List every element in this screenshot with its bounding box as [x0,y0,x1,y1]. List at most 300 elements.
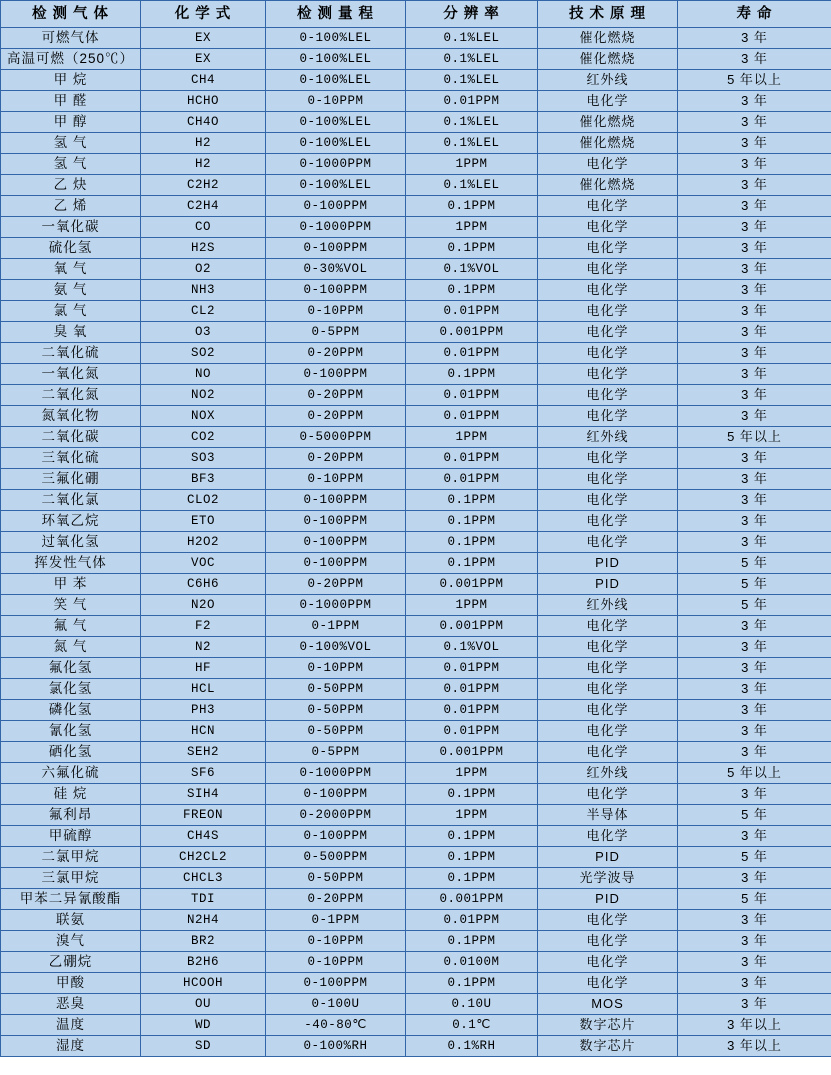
cell-range: 0-5PPM [266,322,406,343]
cell-gas: 三氟化硼 [1,469,141,490]
column-header-principle: 技 术 原 理 [538,1,678,28]
cell-resolution: 0.1%LEL [406,175,538,196]
table-row [1,868,831,889]
cell-formula: PH3 [141,700,266,721]
cell-resolution: 0.001PPM [406,574,538,595]
cell-gas: 氮氧化物 [1,406,141,427]
cell-lifetime: 3 年 [678,112,831,133]
cell-gas: 过氧化氢 [1,532,141,553]
cell-gas: 一氧化氮 [1,364,141,385]
cell-resolution: 1PPM [406,763,538,784]
cell-formula: EX [141,49,266,70]
cell-principle: 红外线 [538,595,678,616]
cell-formula: SIH4 [141,784,266,805]
cell-range: 0-20PPM [266,889,406,910]
cell-lifetime: 3 年 [678,910,831,931]
cell-resolution: 0.1%VOL [406,637,538,658]
cell-range: 0-100PPM [266,364,406,385]
cell-range: 0-10PPM [266,931,406,952]
cell-formula: CLO2 [141,490,266,511]
cell-resolution: 0.01PPM [406,91,538,112]
cell-formula: H2O2 [141,532,266,553]
cell-formula: VOC [141,553,266,574]
cell-formula: H2 [141,133,266,154]
cell-principle: 电化学 [538,448,678,469]
cell-formula: HCL [141,679,266,700]
cell-resolution: 0.1%LEL [406,133,538,154]
cell-gas: 二氧化碳 [1,427,141,448]
cell-lifetime: 5 年以上 [678,763,831,784]
cell-lifetime: 3 年 [678,196,831,217]
cell-lifetime: 3 年以上 [678,1036,831,1057]
cell-gas: 二氧化硫 [1,343,141,364]
cell-resolution: 0.01PPM [406,700,538,721]
cell-range: 0-10PPM [266,658,406,679]
cell-principle: 电化学 [538,154,678,175]
table-row [1,385,831,406]
cell-lifetime: 3 年 [678,385,831,406]
cell-formula: NOX [141,406,266,427]
cell-formula: BF3 [141,469,266,490]
cell-gas: 挥发性气体 [1,553,141,574]
cell-formula: SO3 [141,448,266,469]
cell-formula: WD [141,1015,266,1036]
cell-resolution: 0.1PPM [406,784,538,805]
cell-gas: 二氧化氯 [1,490,141,511]
table-row [1,595,831,616]
cell-principle: 红外线 [538,70,678,91]
cell-lifetime: 3 年 [678,280,831,301]
cell-formula: CL2 [141,301,266,322]
cell-range: 0-100PPM [266,280,406,301]
table-row [1,196,831,217]
cell-range: 0-100PPM [266,553,406,574]
cell-lifetime: 3 年 [678,322,831,343]
cell-formula: N2 [141,637,266,658]
cell-lifetime: 3 年 [678,91,831,112]
cell-lifetime: 5 年以上 [678,70,831,91]
table-row [1,112,831,133]
cell-gas: 乙 炔 [1,175,141,196]
cell-principle: 电化学 [538,217,678,238]
cell-principle: 电化学 [538,364,678,385]
cell-lifetime: 5 年 [678,553,831,574]
cell-lifetime: 3 年 [678,49,831,70]
cell-gas: 一氧化碳 [1,217,141,238]
table-row [1,553,831,574]
cell-gas: 二氧化氮 [1,385,141,406]
cell-range: 0-100%LEL [266,49,406,70]
cell-resolution: 0.001PPM [406,742,538,763]
cell-principle: 数字芯片 [538,1015,678,1036]
cell-range: 0-100PPM [266,238,406,259]
cell-range: 0-5000PPM [266,427,406,448]
cell-gas: 三氧化硫 [1,448,141,469]
cell-formula: NO2 [141,385,266,406]
cell-formula: HCOOH [141,973,266,994]
cell-range: 0-20PPM [266,343,406,364]
column-header-formula: 化 学 式 [141,1,266,28]
cell-principle: 电化学 [538,511,678,532]
cell-range: 0-1000PPM [266,763,406,784]
cell-gas: 甲 苯 [1,574,141,595]
cell-lifetime: 3 年 [678,301,831,322]
cell-resolution: 0.001PPM [406,616,538,637]
cell-lifetime: 3 年 [678,742,831,763]
cell-resolution: 0.01PPM [406,679,538,700]
cell-principle: 电化学 [538,343,678,364]
cell-lifetime: 5 年 [678,595,831,616]
table-row [1,973,831,994]
cell-resolution: 0.1PPM [406,532,538,553]
cell-gas: 氯 气 [1,301,141,322]
column-header-gas: 检 测 气 体 [1,1,141,28]
cell-resolution: 0.1%LEL [406,70,538,91]
cell-resolution: 0.1PPM [406,511,538,532]
table-row [1,679,831,700]
table-row [1,322,831,343]
table-row [1,175,831,196]
table-row [1,364,831,385]
cell-lifetime: 3 年 [678,868,831,889]
cell-gas: 氢 气 [1,154,141,175]
cell-principle: 电化学 [538,490,678,511]
table-row [1,1015,831,1036]
cell-lifetime: 3 年 [678,238,831,259]
cell-resolution: 0.1PPM [406,364,538,385]
cell-principle: 电化学 [538,826,678,847]
cell-lifetime: 3 年 [678,679,831,700]
cell-lifetime: 3 年 [678,784,831,805]
table-row [1,721,831,742]
cell-range: 0-100PPM [266,196,406,217]
cell-lifetime: 3 年 [678,973,831,994]
cell-formula: H2 [141,154,266,175]
cell-resolution: 0.1PPM [406,553,538,574]
cell-lifetime: 3 年 [678,133,831,154]
cell-formula: CH4O [141,112,266,133]
cell-principle: 半导体 [538,805,678,826]
cell-gas: 氮 气 [1,637,141,658]
cell-range: 0-1000PPM [266,154,406,175]
cell-range: 0-50PPM [266,679,406,700]
cell-resolution: 0.01PPM [406,469,538,490]
cell-principle: 电化学 [538,385,678,406]
column-header-lifetime: 寿 命 [678,1,831,28]
cell-range: 0-30%VOL [266,259,406,280]
cell-lifetime: 3 年 [678,637,831,658]
cell-formula: F2 [141,616,266,637]
cell-resolution: 0.01PPM [406,385,538,406]
cell-gas: 甲酸 [1,973,141,994]
cell-gas: 溴气 [1,931,141,952]
cell-resolution: 0.1PPM [406,847,538,868]
cell-formula: B2H6 [141,952,266,973]
cell-range: 0-2000PPM [266,805,406,826]
table-row [1,469,831,490]
cell-formula: HCN [141,721,266,742]
cell-formula: N2H4 [141,910,266,931]
cell-formula: ETO [141,511,266,532]
cell-lifetime: 3 年 [678,217,831,238]
cell-range: 0-100U [266,994,406,1015]
cell-range: 0-100%LEL [266,28,406,49]
cell-formula: SEH2 [141,742,266,763]
cell-gas: 恶臭 [1,994,141,1015]
cell-lifetime: 3 年 [678,994,831,1015]
table-row [1,763,831,784]
cell-range: 0-1000PPM [266,217,406,238]
cell-gas: 笑 气 [1,595,141,616]
cell-range: 0-20PPM [266,385,406,406]
table-row [1,847,831,868]
cell-formula: SF6 [141,763,266,784]
table-row [1,1036,831,1057]
cell-formula: EX [141,28,266,49]
cell-resolution: 0.01PPM [406,406,538,427]
cell-formula: CH4 [141,70,266,91]
cell-gas: 环氧乙烷 [1,511,141,532]
table-row [1,952,831,973]
cell-resolution: 0.01PPM [406,301,538,322]
table-row [1,658,831,679]
cell-resolution: 0.1%LEL [406,49,538,70]
cell-principle: 电化学 [538,910,678,931]
cell-range: 0-1PPM [266,910,406,931]
cell-principle: 催化燃烧 [538,112,678,133]
cell-principle: 电化学 [538,616,678,637]
table-row [1,574,831,595]
table-row [1,28,831,49]
cell-lifetime: 3 年 [678,364,831,385]
cell-gas: 湿度 [1,1036,141,1057]
cell-resolution: 1PPM [406,154,538,175]
cell-principle: 电化学 [538,700,678,721]
cell-gas: 氟利昂 [1,805,141,826]
cell-range: 0-100%LEL [266,133,406,154]
cell-principle: 电化学 [538,322,678,343]
cell-lifetime: 3 年以上 [678,1015,831,1036]
cell-principle: 电化学 [538,532,678,553]
cell-gas: 乙 烯 [1,196,141,217]
cell-lifetime: 3 年 [678,448,831,469]
cell-resolution: 1PPM [406,217,538,238]
column-header-range: 检 测 量 程 [266,1,406,28]
cell-range: 0-20PPM [266,406,406,427]
cell-range: 0-10PPM [266,952,406,973]
cell-resolution: 1PPM [406,805,538,826]
table-row [1,217,831,238]
cell-lifetime: 3 年 [678,700,831,721]
table-row [1,133,831,154]
cell-gas: 甲苯二异氰酸酯 [1,889,141,910]
cell-resolution: 0.1PPM [406,826,538,847]
cell-principle: 催化燃烧 [538,49,678,70]
cell-principle: 催化燃烧 [538,28,678,49]
table-row [1,259,831,280]
cell-gas: 硒化氢 [1,742,141,763]
table-row [1,406,831,427]
cell-principle: 电化学 [538,658,678,679]
cell-range: 0-100%LEL [266,70,406,91]
cell-gas: 臭 氧 [1,322,141,343]
cell-lifetime: 5 年 [678,847,831,868]
cell-gas: 甲 醇 [1,112,141,133]
cell-range: 0-10PPM [266,301,406,322]
table-row [1,91,831,112]
cell-principle: 催化燃烧 [538,175,678,196]
cell-lifetime: 3 年 [678,406,831,427]
cell-range: 0-500PPM [266,847,406,868]
cell-gas: 硫化氢 [1,238,141,259]
cell-range: 0-100PPM [266,490,406,511]
cell-principle: 电化学 [538,952,678,973]
cell-formula: O3 [141,322,266,343]
cell-lifetime: 3 年 [678,175,831,196]
cell-principle: 光学波导 [538,868,678,889]
cell-principle: 电化学 [538,742,678,763]
cell-formula: CHCL3 [141,868,266,889]
cell-lifetime: 3 年 [678,259,831,280]
cell-gas: 甲 烷 [1,70,141,91]
cell-resolution: 0.1PPM [406,280,538,301]
cell-range: 0-20PPM [266,448,406,469]
cell-resolution: 1PPM [406,595,538,616]
cell-lifetime: 3 年 [678,469,831,490]
table-row [1,616,831,637]
cell-lifetime: 5 年以上 [678,427,831,448]
table-row [1,154,831,175]
cell-range: 0-10PPM [266,91,406,112]
cell-range: 0-10PPM [266,469,406,490]
cell-formula: CH4S [141,826,266,847]
cell-principle: 电化学 [538,259,678,280]
cell-formula: CH2CL2 [141,847,266,868]
cell-resolution: 0.001PPM [406,322,538,343]
cell-gas: 氯化氢 [1,679,141,700]
cell-lifetime: 3 年 [678,532,831,553]
cell-principle: 数字芯片 [538,1036,678,1057]
cell-lifetime: 5 年 [678,889,831,910]
cell-resolution: 0.01PPM [406,448,538,469]
cell-lifetime: 3 年 [678,952,831,973]
table-row [1,826,831,847]
cell-principle: 电化学 [538,679,678,700]
table-header-row [1,1,831,28]
cell-gas: 氨 气 [1,280,141,301]
cell-principle: 电化学 [538,637,678,658]
table-row [1,637,831,658]
cell-principle: 电化学 [538,91,678,112]
table-row [1,910,831,931]
cell-gas: 甲硫醇 [1,826,141,847]
cell-range: 0-100PPM [266,826,406,847]
cell-formula: H2S [141,238,266,259]
cell-principle: 电化学 [538,280,678,301]
table-row [1,742,831,763]
cell-principle: 电化学 [538,301,678,322]
cell-lifetime: 3 年 [678,616,831,637]
cell-principle: MOS [538,994,678,1015]
cell-principle: PID [538,553,678,574]
cell-resolution: 0.1PPM [406,238,538,259]
cell-formula: SO2 [141,343,266,364]
cell-resolution: 0.1PPM [406,490,538,511]
cell-resolution: 0.10U [406,994,538,1015]
cell-resolution: 0.01PPM [406,721,538,742]
cell-principle: 红外线 [538,763,678,784]
cell-lifetime: 5 年 [678,805,831,826]
cell-formula: HF [141,658,266,679]
cell-lifetime: 3 年 [678,721,831,742]
cell-resolution: 0.01PPM [406,910,538,931]
cell-resolution: 0.1%RH [406,1036,538,1057]
cell-range: 0-100%LEL [266,175,406,196]
cell-resolution: 0.001PPM [406,889,538,910]
table-row [1,280,831,301]
table-row [1,805,831,826]
table-row [1,343,831,364]
cell-formula: C6H6 [141,574,266,595]
cell-principle: 电化学 [538,784,678,805]
cell-principle: 电化学 [538,196,678,217]
cell-resolution: 0.1%LEL [406,28,538,49]
cell-lifetime: 3 年 [678,154,831,175]
table-body [1,28,831,1057]
cell-range: 0-100PPM [266,973,406,994]
cell-gas: 磷化氢 [1,700,141,721]
cell-resolution: 0.1PPM [406,931,538,952]
cell-gas: 甲 醛 [1,91,141,112]
cell-resolution: 0.1%LEL [406,112,538,133]
cell-resolution: 1PPM [406,427,538,448]
table-row [1,238,831,259]
cell-principle: 红外线 [538,427,678,448]
cell-gas: 氟 气 [1,616,141,637]
cell-formula: OU [141,994,266,1015]
cell-gas: 氟化氢 [1,658,141,679]
cell-principle: PID [538,889,678,910]
cell-formula: O2 [141,259,266,280]
table-row [1,994,831,1015]
cell-formula: FREON [141,805,266,826]
column-header-resolution: 分 辨 率 [406,1,538,28]
table-row [1,301,831,322]
cell-principle: 电化学 [538,469,678,490]
table-row [1,511,831,532]
cell-lifetime: 3 年 [678,826,831,847]
table-row [1,70,831,91]
cell-gas: 氰化氢 [1,721,141,742]
cell-resolution: 0.1%VOL [406,259,538,280]
cell-principle: PID [538,847,678,868]
cell-range: 0-5PPM [266,742,406,763]
cell-range: 0-50PPM [266,868,406,889]
cell-resolution: 0.1PPM [406,973,538,994]
cell-resolution: 0.0100M [406,952,538,973]
cell-gas: 六氟化硫 [1,763,141,784]
cell-principle: 电化学 [538,406,678,427]
cell-gas: 三氯甲烷 [1,868,141,889]
table-row [1,700,831,721]
cell-resolution: 0.1℃ [406,1015,538,1036]
cell-range: 0-1000PPM [266,595,406,616]
cell-lifetime: 3 年 [678,343,831,364]
cell-principle: PID [538,574,678,595]
cell-lifetime: 3 年 [678,28,831,49]
cell-gas: 二氯甲烷 [1,847,141,868]
cell-range: 0-100PPM [266,532,406,553]
